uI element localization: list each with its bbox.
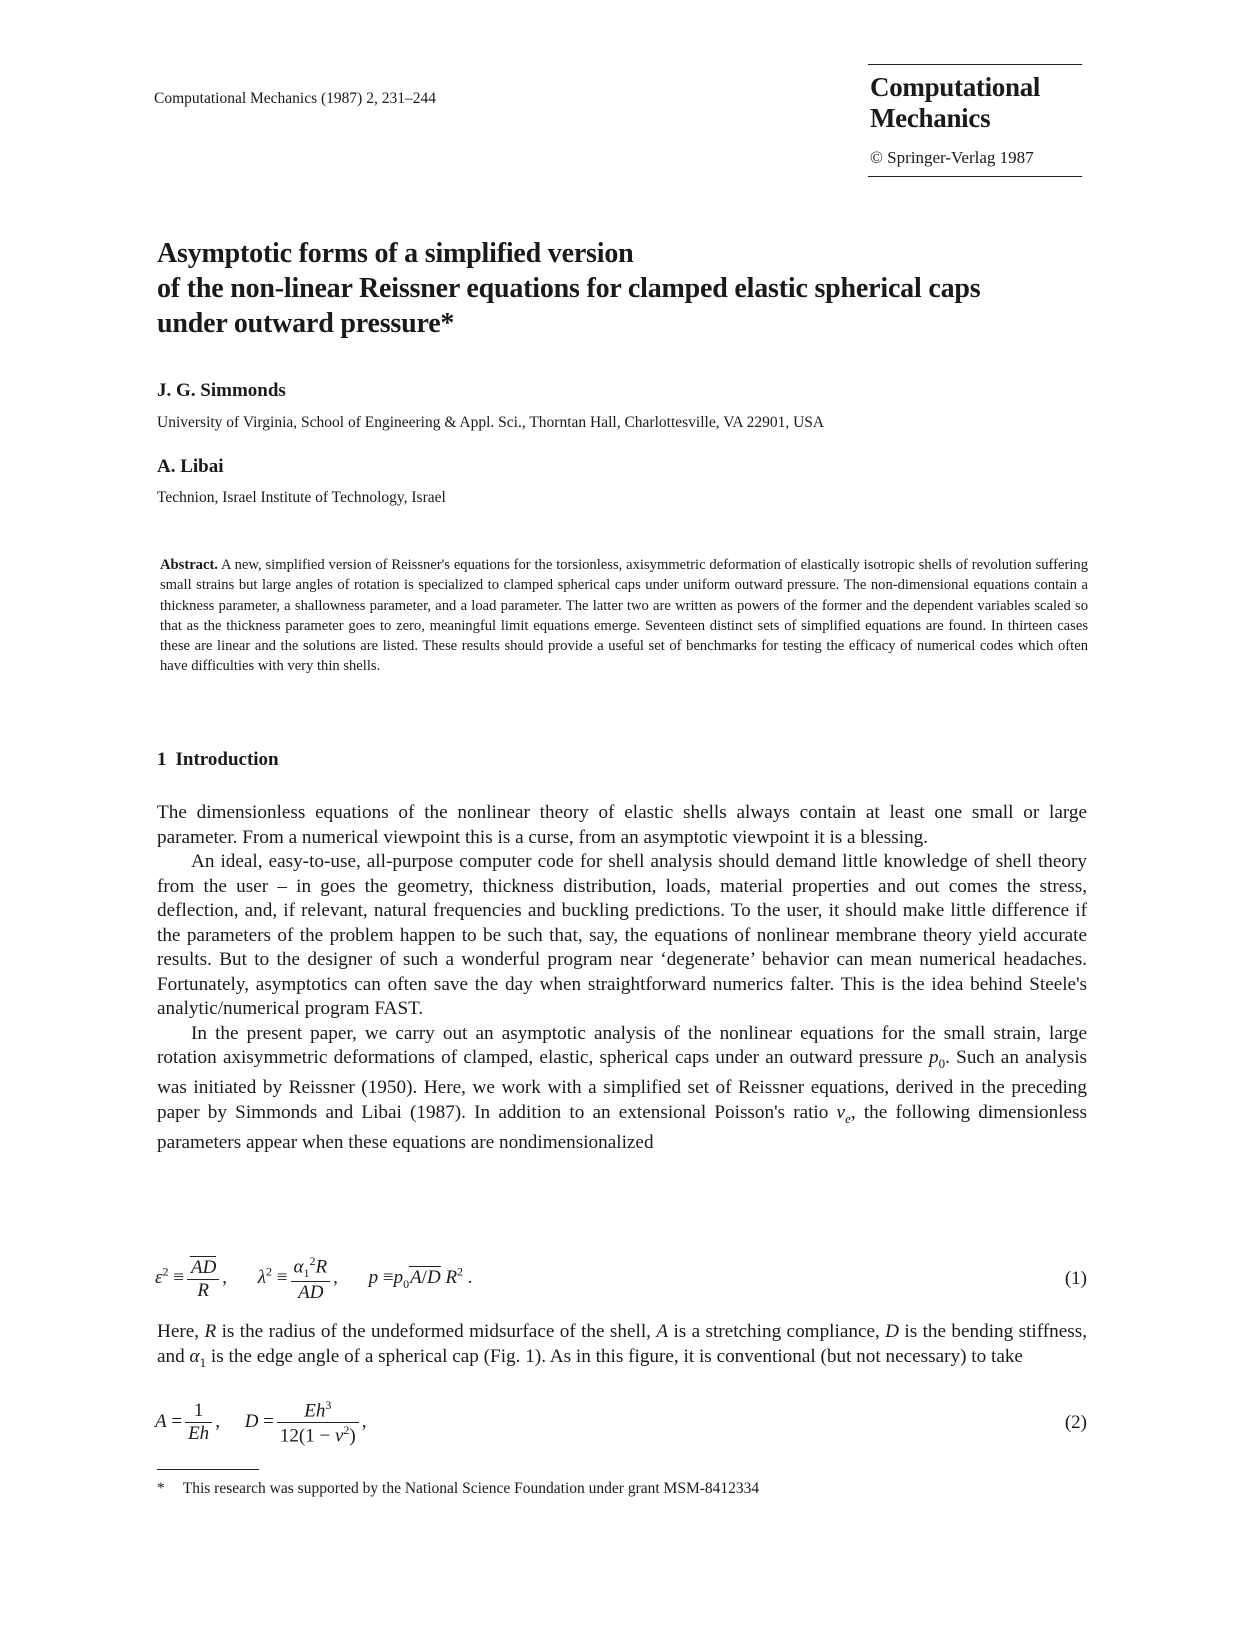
eq2-D: D = $\frac{Eh^3}{12(1 - \nu^2)}$ , [244,1398,367,1447]
math-alpha1: α [189,1345,200,1367]
running-head: Computational Mechanics (1987) 2, 231–244 [154,90,436,107]
journal-rule-bottom [868,176,1082,177]
paragraph-text: is the bending stiffness, and [157,1321,1088,1367]
eq1-lambda: $\lambda^2$ ≡ $\frac{\alpha_1^2R}{AD}$ , [257,1254,343,1304]
math-A: A [656,1321,669,1342]
paragraph [157,1022,1087,1156]
paragraph-text: In the present paper, we carry out an asymptotic analysis of the nonlinear equations for the small strain, large rotation axisymmetric deformations of clamped, elastic, spherical caps under an outward pressure [157,1022,1087,1068]
intro-body-continued [157,1320,1087,1375]
math-nu-e: ν [836,1101,846,1123]
math-sub: 1 [199,1354,207,1370]
author-affiliation: Technion, Israel Institute of Technology, Israel [157,489,446,506]
footnote-rule [157,1469,259,1470]
footnote [157,1480,759,1498]
title-line3: under outward pressure* [157,308,455,339]
math-p0: p [929,1047,939,1068]
math-D: D [885,1321,900,1342]
journal-name-line1: Computational [870,72,1041,102]
equation-number: (1) [1064,1268,1087,1289]
intro-body [157,801,1087,1156]
paragraph-text: . Such an analysis was initiated by Reissner (1950). Here, we work with a simplified set of Reissner equations, derived in the preceding paper by Simmonds and Libai (1987). In addition to an extensional Poisson's ratio [157,1047,1087,1123]
eq1-epsilon: $\varepsilon^2$ ≡ $\frac{AD}{R}$ , [155,1256,232,1301]
journal-name-line2: Mechanics [870,103,991,133]
section-number: 1 [157,749,167,770]
author-name: J. G. Simmonds [157,380,286,401]
paragraph-text: , the following dimensionless parameters appear when these equations are nondimensionalized [157,1101,1087,1154]
abstract [160,555,1088,677]
title-line2: of the non-linear Reissner equations for clamped elastic spherical caps [157,273,981,304]
eq2-A: A = $\frac{1}{Eh}$ , [155,1400,225,1445]
abstract-text: A new, simplified version of Reissner's equations for the torsionless, axisymmetric deformation of elastically isotropic shells of revolution suffering small strains but large angles of rotation is specialized to clamped spherical caps under uniform outward pressure. The non-dimensional equations contain a thickness parameter, a shallowness parameter, and a load parameter. The latter two are written as powers of the former and the dependent variables scaled so that as the thickness parameter goes to zero, meaningful limit equations emerge. Seventeen distinct sets of simplified equations are found. In thirteen cases these are linear and the solutions are listed. These results should provide a useful set of benchmarks for testing the efficacy of numerical codes which often have difficulties with very thin shells. [160,557,1088,675]
math-sub: 0 [938,1055,946,1071]
equation-number: (2) [1064,1412,1087,1433]
paragraph: The dimensionless equations of the nonlinear theory of elastic shells always contain at least one small or large parameter. From a numerical viewpoint this is a curse, from an asymptotic viewpoint it is a blessing. [157,802,1087,848]
paper-title [157,236,1087,341]
section-title: Introduction [175,749,279,770]
paragraph-text: is the radius of the undeformed midsurface of the shell, [216,1321,657,1342]
paragraph-text: Here, [157,1321,205,1342]
math-R: R [204,1321,217,1342]
author-affiliation: University of Virginia, School of Engineering & Appl. Sci., Thorntan Hall, Charlottesville, VA 22901, USA [157,414,825,431]
footnote-text: This research was supported by the National Science Foundation under grant MSM-8412334 [182,1480,760,1497]
journal-name [870,72,1040,134]
equation-2 [155,1398,1087,1448]
journal-rule-top [868,64,1082,65]
abstract-label: Abstract. [160,557,218,573]
paragraph-text: is a stretching compliance, [668,1321,886,1342]
paragraph [157,1320,1087,1375]
title-line1: Asymptotic forms of a simplified version [157,238,634,269]
eq1-p: $p \equiv p_0A/D$ $R^2$ . [368,1265,473,1292]
equation-1 [155,1254,1087,1304]
copyright: © Springer-Verlag 1987 [870,148,1034,167]
author-name: A. Libai [157,456,224,477]
paragraph-text: is the edge angle of a spherical cap (Fig. 1). As in this figure, it is conventional (but not necessary) to take [206,1345,1023,1367]
footnote-marker: * [157,1480,165,1497]
paragraph: An ideal, easy-to-use, all-purpose computer code for shell analysis should demand little knowledge of shell theory from the user – in goes the geometry, thickness distribution, loads, material properties and out comes the stress, deflection, and, if relevant, natural frequencies and buckling predictions. To the user, it should make little difference if the parameters of the problem happen to be such that, say, the equations of nonlinear membrane theory yield accurate results. But to the designer of such a wonderful program near ‘degenerate’ behavior can mean numerical headaches. Fortunately, asymptotics can often save the day when straightforward numerics falter. This is the idea behind Steele's analytic/numerical program FAST. [157,851,1087,1019]
section-heading [157,749,279,771]
math-sub: e [845,1110,851,1126]
